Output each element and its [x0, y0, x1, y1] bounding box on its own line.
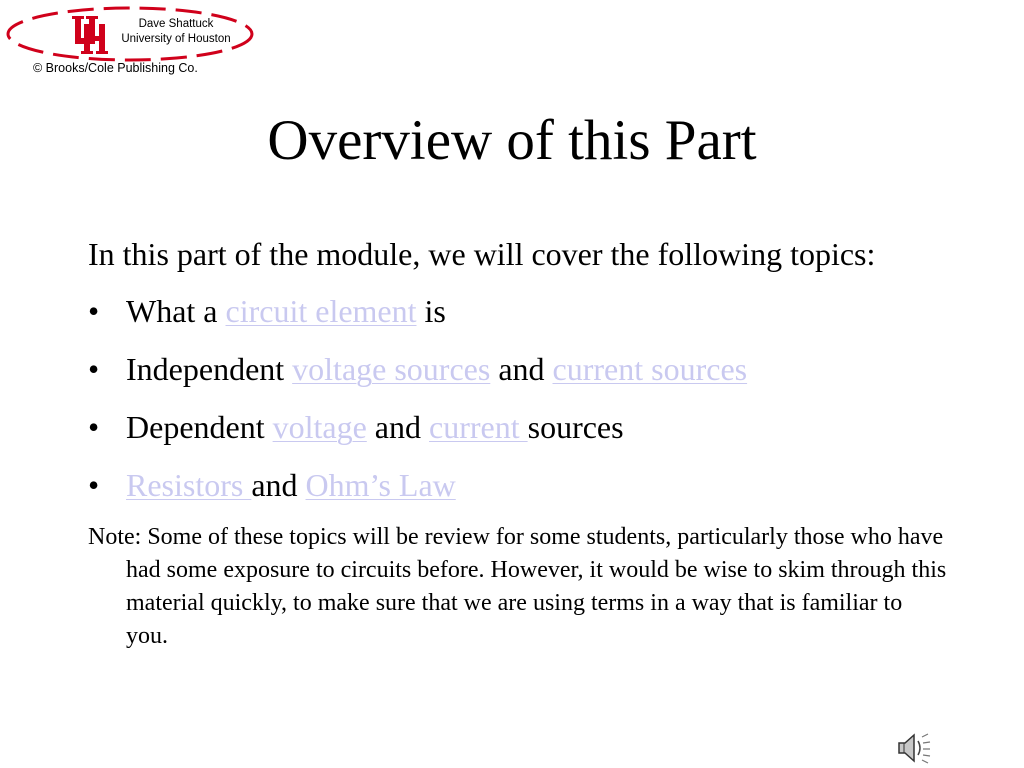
- author-credit: [111, 17, 241, 47]
- link-ohms-law[interactable]: Ohm’s Law: [305, 467, 456, 503]
- bullet: •: [88, 467, 100, 503]
- bullet: •: [88, 293, 100, 329]
- bullet: •: [88, 409, 100, 445]
- topic-text: What a: [126, 293, 226, 329]
- speaker-icon[interactable]: [896, 731, 932, 765]
- link-current-sources[interactable]: current sources: [552, 351, 748, 387]
- topic-text: and: [366, 409, 429, 445]
- link-circuit-element[interactable]: circuit element: [225, 293, 417, 329]
- note-text: Note: Some of these topics will be review for some students, particularly those who have had some exposure to circuits before. However, it would be wise to skim through this material quickly, to make sure that we are using terms in a way that is familiar to you.: [88, 524, 947, 649]
- copyright-notice: © Brooks/Cole Publishing Co.: [33, 61, 198, 75]
- slide-title: Overview of this Part: [267, 109, 757, 172]
- link-voltage-sources[interactable]: voltage sources: [292, 351, 491, 387]
- topic-item: [88, 289, 948, 334]
- header-logo-block: [0, 0, 260, 82]
- bullet: •: [88, 351, 100, 387]
- topic-text: Dependent: [126, 409, 273, 445]
- intro-text: In this part of the module, we will cover the following topics:: [88, 236, 876, 272]
- topic-text: and: [251, 467, 306, 503]
- author-affiliation: University of Houston: [121, 33, 231, 45]
- link-resistors[interactable]: Resistors: [126, 467, 252, 503]
- topic-text: and: [490, 351, 553, 387]
- topic-item: [88, 463, 948, 508]
- topic-text: sources: [527, 409, 624, 445]
- author-name: Dave Shattuck: [138, 18, 214, 30]
- topics-list: [88, 289, 948, 508]
- topic-item: [88, 347, 948, 392]
- topic-text: is: [416, 293, 446, 329]
- topic-text: Independent: [126, 351, 293, 387]
- link-dependent-current[interactable]: current: [429, 409, 528, 445]
- slide-body: [88, 232, 948, 653]
- topic-item: [88, 405, 948, 450]
- link-dependent-voltage[interactable]: voltage: [272, 409, 367, 445]
